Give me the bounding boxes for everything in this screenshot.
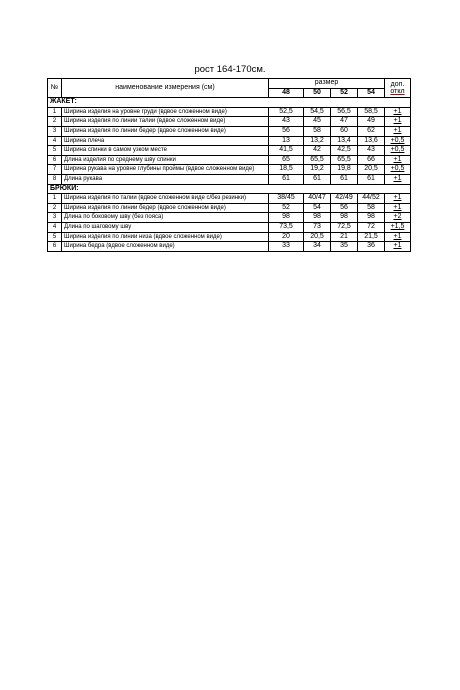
measurements-table bbox=[47, 78, 411, 252]
size-value: 43 bbox=[358, 146, 385, 156]
row-number: 5 bbox=[48, 232, 62, 242]
measurement-name: Ширина плеча bbox=[62, 136, 269, 146]
row-number: 3 bbox=[48, 213, 62, 223]
table-row bbox=[48, 213, 411, 223]
tolerance-value bbox=[385, 136, 411, 146]
size-value: 61 bbox=[358, 174, 385, 184]
tolerance-value bbox=[385, 174, 411, 184]
size-value: 58 bbox=[358, 203, 385, 213]
size-value: 98 bbox=[331, 213, 358, 223]
measurement-name: Ширина рукава на уровне глубины проймы (вдвое сложенном виде) bbox=[62, 165, 269, 175]
measurement-name: Длина рукава bbox=[62, 174, 269, 184]
size-value: 19,2 bbox=[304, 165, 331, 175]
size-value: 20 bbox=[269, 232, 304, 242]
size-value: 13,6 bbox=[358, 136, 385, 146]
header-name: наименование измерения (см) bbox=[62, 79, 269, 98]
tolerance-value bbox=[385, 222, 411, 232]
size-value: 42,5 bbox=[331, 146, 358, 156]
size-value: 56 bbox=[331, 203, 358, 213]
size-52: 52 bbox=[331, 88, 358, 98]
tolerance-value bbox=[385, 194, 411, 204]
size-54: 54 bbox=[358, 88, 385, 98]
size-value: 72,5 bbox=[331, 222, 358, 232]
table-row bbox=[48, 174, 411, 184]
size-value: 35 bbox=[331, 242, 358, 252]
size-value: 72 bbox=[358, 222, 385, 232]
tolerance-text: +1 bbox=[393, 242, 402, 250]
tolerance-value bbox=[385, 242, 411, 252]
tolerance-value bbox=[385, 155, 411, 165]
size-value: 40/47 bbox=[304, 194, 331, 204]
size-value: 38/45 bbox=[269, 194, 304, 204]
size-value: 36 bbox=[358, 242, 385, 252]
size-value: 98 bbox=[304, 213, 331, 223]
measurement-name: Ширина изделия по линии бедер (вдвое сложенном виде) bbox=[62, 203, 269, 213]
tolerance-text: +1 bbox=[393, 155, 402, 163]
size-value: 73,5 bbox=[269, 222, 304, 232]
size-value: 58 bbox=[304, 126, 331, 136]
tolerance-text: +1 bbox=[393, 232, 402, 240]
size-value: 58,5 bbox=[358, 107, 385, 117]
tolerance-text: +1 bbox=[393, 194, 402, 202]
size-value: 52,5 bbox=[269, 107, 304, 117]
table-row bbox=[48, 107, 411, 117]
size-value: 98 bbox=[269, 213, 304, 223]
table-row bbox=[48, 165, 411, 175]
tolerance-value bbox=[385, 232, 411, 242]
measurement-name: Ширина изделия на уровне груди (вдвое сложенном виде) bbox=[62, 107, 269, 117]
size-value: 54,5 bbox=[304, 107, 331, 117]
size-value: 41,5 bbox=[269, 146, 304, 156]
tolerance-text: +1,5 bbox=[390, 222, 405, 230]
table-row bbox=[48, 242, 411, 252]
tolerance-text: +2 bbox=[393, 213, 402, 221]
section-row bbox=[48, 184, 411, 194]
table-row bbox=[48, 194, 411, 204]
section-title: ЖАКЕТ: bbox=[48, 98, 411, 108]
size-value: 13,4 bbox=[331, 136, 358, 146]
measurement-name: Длина изделия по среднему шву спинки bbox=[62, 155, 269, 165]
size-value: 13,2 bbox=[304, 136, 331, 146]
row-number: 4 bbox=[48, 136, 62, 146]
size-value: 13 bbox=[269, 136, 304, 146]
size-value: 62 bbox=[358, 126, 385, 136]
size-value: 61 bbox=[304, 174, 331, 184]
size-value: 61 bbox=[331, 174, 358, 184]
table-row bbox=[48, 222, 411, 232]
size-value: 45 bbox=[304, 117, 331, 127]
measurement-name: Длина по боковому шву (без пояса) bbox=[62, 213, 269, 223]
table-row bbox=[48, 126, 411, 136]
size-value: 56,5 bbox=[331, 107, 358, 117]
size-value: 33 bbox=[269, 242, 304, 252]
size-value: 65,5 bbox=[304, 155, 331, 165]
tolerance-text: +0,5 bbox=[390, 136, 405, 144]
header-tolerance bbox=[385, 79, 411, 98]
tolerance-value bbox=[385, 213, 411, 223]
size-value: 44/52 bbox=[358, 194, 385, 204]
row-number: 6 bbox=[48, 242, 62, 252]
size-value: 52 bbox=[269, 203, 304, 213]
measurement-name: Ширина изделия по талии (вдвое сложенном виде с/без резинки) bbox=[62, 194, 269, 204]
tolerance-text: +0,5 bbox=[390, 146, 405, 154]
size-value: 56 bbox=[269, 126, 304, 136]
size-value: 60 bbox=[331, 126, 358, 136]
row-number: 4 bbox=[48, 222, 62, 232]
size-value: 54 bbox=[304, 203, 331, 213]
table-row bbox=[48, 117, 411, 127]
size-50: 50 bbox=[304, 88, 331, 98]
measurement-name: Длина по шаговому шву bbox=[62, 222, 269, 232]
size-value: 20,5 bbox=[304, 232, 331, 242]
tolerance-value bbox=[385, 126, 411, 136]
measurement-name: Ширина изделия по линии талии (вдвое сложенном виде) bbox=[62, 117, 269, 127]
row-number: 7 bbox=[48, 165, 62, 175]
tolerance-value bbox=[385, 146, 411, 156]
row-number: 2 bbox=[48, 203, 62, 213]
header-row-1 bbox=[48, 79, 411, 89]
size-value: 61 bbox=[269, 174, 304, 184]
document-title: рост 164-170см. bbox=[194, 64, 266, 75]
row-number: 1 bbox=[48, 194, 62, 204]
tolerance-value bbox=[385, 165, 411, 175]
table-row bbox=[48, 203, 411, 213]
header-tolerance-line1: доп. bbox=[390, 81, 405, 89]
size-value: 43 bbox=[269, 117, 304, 127]
size-value: 98 bbox=[358, 213, 385, 223]
size-value: 21 bbox=[331, 232, 358, 242]
measurement-name: Ширина бедра (вдвое сложенном виде) bbox=[62, 242, 269, 252]
size-value: 19,8 bbox=[331, 165, 358, 175]
section-row bbox=[48, 98, 411, 108]
header-size: размер bbox=[269, 79, 385, 89]
section-title: БРЮКИ: bbox=[48, 184, 411, 194]
table-row bbox=[48, 155, 411, 165]
row-number: 5 bbox=[48, 146, 62, 156]
header-num: № bbox=[48, 79, 62, 98]
size-48: 48 bbox=[269, 88, 304, 98]
tolerance-value bbox=[385, 203, 411, 213]
row-number: 1 bbox=[48, 107, 62, 117]
row-number: 2 bbox=[48, 117, 62, 127]
measurement-name: Ширина изделия по линии бедер (вдвое сложенном виде) bbox=[62, 126, 269, 136]
size-value: 42/49 bbox=[331, 194, 358, 204]
size-value: 65,5 bbox=[331, 155, 358, 165]
size-value: 47 bbox=[331, 117, 358, 127]
table-row bbox=[48, 146, 411, 156]
tolerance-text: +0,5 bbox=[390, 165, 405, 173]
header-tolerance-line2: откл bbox=[390, 88, 405, 96]
size-value: 42 bbox=[304, 146, 331, 156]
size-value: 34 bbox=[304, 242, 331, 252]
size-value: 21,5 bbox=[358, 232, 385, 242]
row-number: 3 bbox=[48, 126, 62, 136]
measurement-name: Ширина спинки в самом узком месте bbox=[62, 146, 269, 156]
size-value: 49 bbox=[358, 117, 385, 127]
size-value: 20,5 bbox=[358, 165, 385, 175]
measurement-name: Ширина изделия по линии низа (вдвое сложенном виде) bbox=[62, 232, 269, 242]
size-value: 73 bbox=[304, 222, 331, 232]
tolerance-text: +1 bbox=[393, 203, 402, 211]
tolerance-text: +1 bbox=[393, 126, 402, 134]
table-row bbox=[48, 136, 411, 146]
size-value: 18,5 bbox=[269, 165, 304, 175]
table-row bbox=[48, 232, 411, 242]
row-number: 8 bbox=[48, 174, 62, 184]
size-value: 66 bbox=[358, 155, 385, 165]
tolerance-value bbox=[385, 117, 411, 127]
size-value: 65 bbox=[269, 155, 304, 165]
tolerance-text: +1 bbox=[393, 117, 402, 125]
tolerance-text: +1 bbox=[393, 174, 402, 182]
tolerance-text: +1 bbox=[393, 107, 402, 115]
row-number: 6 bbox=[48, 155, 62, 165]
tolerance-value bbox=[385, 107, 411, 117]
